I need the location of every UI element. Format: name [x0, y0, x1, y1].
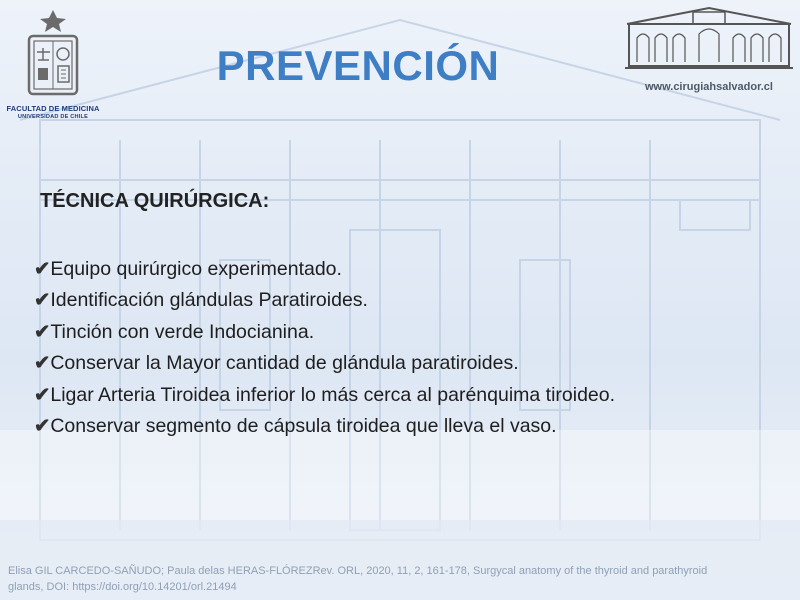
- list-item-text: Ligar Arteria Tiroidea inferior lo más cerca al parénquima tiroideo.: [50, 383, 616, 406]
- list-item-text: Tinción con verde Indocianina.: [50, 320, 315, 343]
- section-heading: TÉCNICA QUIRÚRGICA:: [40, 190, 270, 212]
- list-item: [34, 254, 615, 285]
- checklist: [34, 254, 615, 442]
- citation-line-1: Elisa GIL CARCEDO-SAÑUDO; Paula delas HERAS-FLÓREZRev. ORL, 2020, 11, 2, 161-178, Surgycal anatomy of the thyroid and parathyroid: [8, 565, 708, 577]
- citation-line-2: glands, DOI: https://doi.org/10.14201/orl.21494: [8, 581, 237, 593]
- checkmark-icon: ✔: [34, 258, 51, 280]
- faculty-name: FACULTAD DE MEDICINA: [6, 104, 100, 113]
- citation: [8, 563, 792, 595]
- list-item-text: Equipo quirúrgico experimentado.: [50, 258, 342, 280]
- list-item: [34, 411, 615, 442]
- checkmark-icon: ✔: [34, 289, 51, 312]
- list-item: [34, 285, 615, 316]
- list-item: [34, 317, 615, 348]
- checkmark-icon: ✔: [34, 352, 51, 375]
- university-name: UNIVERSIDAD DE CHILE: [17, 114, 89, 120]
- checkmark-icon: ✔: [34, 383, 51, 406]
- list-item-text: Conservar la Mayor cantidad de glándula paratiroides.: [50, 352, 519, 375]
- website-url[interactable]: www.cirugiahsalvador.cl: [645, 81, 773, 93]
- list-item: [34, 348, 615, 379]
- list-item: [34, 380, 615, 411]
- slide-title: PREVENCIÓN: [216, 42, 500, 89]
- list-item-text: Identificación glándulas Paratiroides.: [50, 289, 368, 312]
- checkmark-icon: ✔: [34, 414, 51, 437]
- list-item-text: Conservar segmento de cápsula tiroidea que lleva el vaso.: [50, 414, 557, 437]
- checkmark-icon: ✔: [34, 320, 51, 343]
